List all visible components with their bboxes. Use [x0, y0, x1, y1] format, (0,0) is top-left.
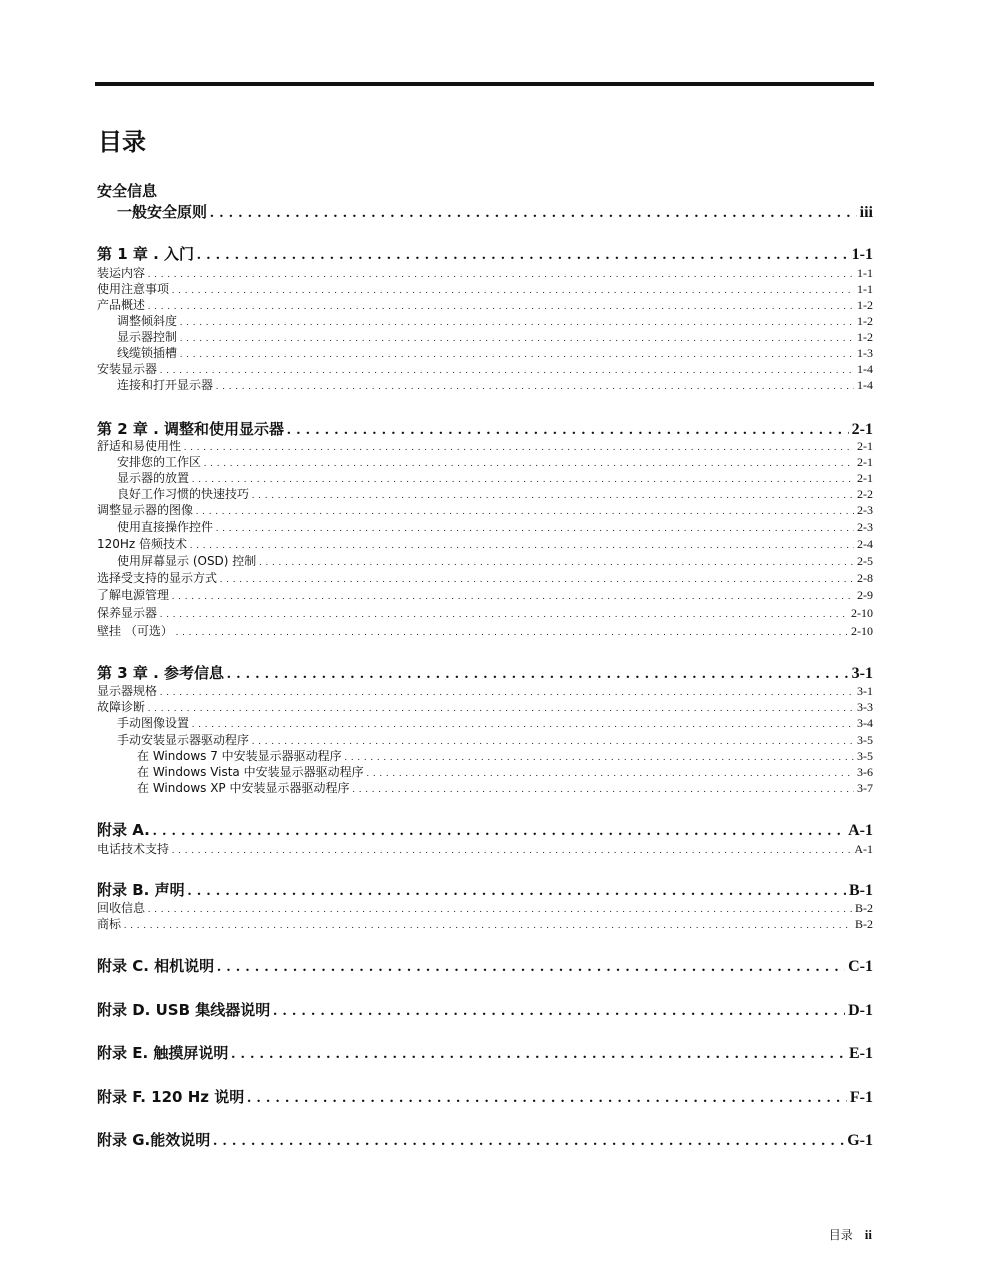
toc-entry-page: 3-4	[857, 716, 873, 730]
toc-entry-label: 安排您的工作区	[117, 455, 202, 469]
toc-entry-label: 故障诊断	[97, 700, 146, 714]
toc-entry-label: 使用屏幕显示 (OSD) 控制	[117, 554, 257, 568]
toc-chapter-label: 附录 B. 声明	[97, 881, 185, 899]
toc-entry[interactable]	[97, 604, 873, 621]
toc-chapter-label: 附录 F. 120 Hz 说明	[97, 1088, 245, 1106]
toc-entry-page: 2-9	[857, 588, 873, 602]
toc-chapter-label: 第 3 章 . 参考信息	[97, 664, 225, 682]
toc-entry-label: 产品概述	[97, 298, 146, 312]
dot-leader	[160, 365, 854, 375]
dot-leader	[148, 301, 854, 311]
toc-chapter-2[interactable]	[97, 418, 873, 439]
toc-entry-page: 2-3	[857, 503, 873, 517]
toc-entry-label: 调整显示器的图像	[97, 503, 194, 517]
dot-leader	[252, 490, 854, 500]
toc-chapter-label: 第 2 章 . 调整和使用显示器	[97, 420, 285, 438]
dot-leader	[197, 247, 849, 264]
toc-entry-label: 在 Windows Vista 中安装显示器驱动程序	[137, 765, 364, 779]
toc-entry[interactable]	[97, 731, 873, 748]
dot-leader	[204, 458, 854, 468]
toc-entry[interactable]	[97, 763, 873, 780]
toc-entry-page: 3-7	[857, 781, 873, 795]
dot-leader	[259, 557, 854, 567]
dot-leader	[184, 442, 854, 452]
dot-leader	[148, 904, 852, 914]
toc-entry[interactable]	[97, 360, 873, 377]
toc-entry-page: 1-4	[857, 362, 873, 376]
toc-entry-page: B-2	[855, 917, 873, 931]
toc-entry[interactable]	[97, 586, 873, 603]
dot-leader	[188, 883, 846, 900]
toc-entry-page: 2-4	[857, 537, 873, 551]
toc-entry-page: 2-1	[857, 471, 873, 485]
toc-entry-label: 选择受支持的显示方式	[97, 571, 218, 585]
toc-section-heading-safety: 安全信息	[97, 182, 158, 200]
toc-entry-label: 了解电源管理	[97, 588, 170, 602]
toc-entry-page: 3-5	[857, 733, 873, 747]
toc-chapter-page: 1-1	[851, 246, 873, 263]
dot-leader	[172, 845, 851, 855]
toc-chapter-page: A-1	[848, 822, 873, 839]
toc-chapter-label: 附录 E. 触摸屏说明	[97, 1044, 229, 1062]
toc-chapter-label: 附录 A.	[97, 821, 150, 839]
toc-entry-page: 1-1	[857, 266, 873, 280]
toc-entry-page: 2-10	[851, 624, 873, 638]
dot-leader	[180, 349, 854, 359]
toc-entry-label: 舒适和易使用性	[97, 439, 182, 453]
toc-entry-page: B-2	[855, 901, 873, 915]
toc-chapter-label: 第 1 章 . 入门	[97, 245, 195, 263]
toc-entry[interactable]	[97, 714, 873, 731]
dot-leader	[192, 474, 854, 484]
toc-chapter-label: 附录 D. USB 集线器说明	[97, 1001, 271, 1019]
toc-entry[interactable]	[97, 747, 873, 764]
toc-entry-page: 3-3	[857, 700, 873, 714]
toc-entry-label: 手动图像设置	[117, 716, 190, 730]
dot-leader	[160, 687, 854, 697]
toc-chapter-page: F-1	[849, 1089, 873, 1106]
page-title: 目录	[98, 128, 146, 156]
toc-entry-page: 1-3	[857, 346, 873, 360]
toc-entry-label: 装运内容	[97, 266, 146, 280]
toc-entry-page: 2-5	[857, 554, 873, 568]
toc-entry[interactable]	[97, 453, 873, 470]
toc-entry-label: 良好工作习惯的快速技巧	[117, 487, 250, 501]
toc-entry-label: 保养显示器	[97, 606, 158, 620]
dot-leader	[227, 666, 849, 683]
toc-appendix-f[interactable]	[97, 1086, 873, 1107]
toc-entry[interactable]	[97, 698, 873, 715]
dot-leader	[176, 627, 848, 637]
toc-entry-page: 3-1	[857, 684, 873, 698]
toc-entry-label: 电话技术支持	[97, 842, 170, 856]
toc-entry[interactable]	[97, 264, 873, 281]
toc-entry-page: A-1	[854, 842, 873, 856]
toc-chapter-1[interactable]	[97, 243, 873, 264]
toc-entry-page: 1-2	[857, 314, 873, 328]
toc-entry-page: 1-2	[857, 330, 873, 344]
toc-entry-label: 在 Windows 7 中安装显示器驱动程序	[137, 749, 342, 763]
dot-leader	[216, 523, 854, 533]
footer-label: 目录	[828, 1228, 853, 1242]
dot-leader	[352, 784, 854, 794]
dot-leader	[124, 920, 852, 930]
toc-entry-page: 1-1	[857, 282, 873, 296]
toc-entry[interactable]	[97, 376, 873, 393]
toc-entry-label: 显示器的放置	[117, 471, 190, 485]
top-rule	[95, 82, 874, 86]
toc-entry-page: 1-4	[857, 378, 873, 392]
toc-entry[interactable]	[97, 535, 873, 552]
dot-leader	[273, 1003, 845, 1020]
dot-leader	[172, 591, 854, 601]
toc-chapter-page: C-1	[848, 958, 873, 975]
toc-chapter-page: B-1	[849, 882, 873, 899]
dot-leader	[192, 719, 854, 729]
toc-appendix-b[interactable]	[97, 879, 873, 900]
toc-entry-page: 2-8	[857, 571, 873, 585]
dot-leader	[231, 1046, 846, 1063]
toc-entry-page: iii	[859, 204, 873, 221]
toc-entry[interactable]	[97, 569, 873, 586]
toc-entry-label: 在 Windows XP 中安装显示器驱动程序	[137, 781, 350, 795]
dot-leader	[216, 381, 854, 391]
dot-leader	[172, 285, 854, 295]
toc-entry-label: 显示器规格	[97, 684, 158, 698]
dot-leader	[196, 506, 854, 516]
dot-leader	[180, 317, 854, 327]
toc-entry[interactable]	[97, 840, 873, 857]
toc-entry-page: 2-1	[857, 439, 873, 453]
toc-entry-label: 安装显示器	[97, 362, 158, 376]
dot-leader	[213, 1133, 844, 1150]
toc-entry-label: 使用直接操作控件	[117, 520, 214, 534]
toc-entry-label: 线缆锁插槽	[117, 346, 178, 360]
dot-leader	[148, 269, 854, 279]
dot-leader	[247, 1090, 847, 1107]
toc-appendix-g[interactable]	[97, 1129, 873, 1150]
dot-leader	[180, 333, 854, 343]
toc-entry-label: 一般安全原则	[117, 203, 208, 221]
toc-entry[interactable]	[97, 552, 873, 569]
toc-appendix-c[interactable]	[97, 955, 873, 976]
dot-leader	[217, 959, 845, 976]
toc-chapter-page: 3-1	[851, 665, 873, 682]
toc-entry[interactable]	[97, 469, 873, 486]
toc-entry-page: 2-10	[851, 606, 873, 620]
toc-entry-label: 壁挂 （可选）	[97, 624, 173, 638]
toc-chapter-page: D-1	[848, 1002, 873, 1019]
toc-entry-label: 显示器控制	[117, 330, 178, 344]
toc-entry-label: 调整倾斜度	[117, 314, 178, 328]
toc-entry-label: 手动安装显示器驱动程序	[117, 733, 250, 747]
footer-page-number: ii	[864, 1227, 872, 1242]
dot-leader	[367, 768, 854, 778]
toc-entry-label: 回收信息	[97, 901, 146, 915]
dot-leader	[220, 574, 854, 584]
toc-entry[interactable]	[97, 312, 873, 329]
toc-entry-page: 2-2	[857, 487, 873, 501]
toc-appendix-e[interactable]	[97, 1042, 873, 1063]
dot-leader	[345, 752, 854, 762]
toc-chapter-3[interactable]	[97, 662, 873, 683]
toc-appendix-d[interactable]	[97, 999, 873, 1020]
toc-chapter-label: 附录 C. 相机说明	[97, 957, 215, 975]
toc-entry[interactable]	[97, 518, 873, 535]
dot-leader	[148, 703, 854, 713]
toc-entry[interactable]	[97, 779, 873, 796]
toc-entry[interactable]	[97, 501, 873, 518]
toc-entry[interactable]	[97, 296, 873, 313]
toc-entry[interactable]	[97, 682, 873, 699]
toc-chapter-label: 附录 G.能效说明	[97, 1131, 211, 1149]
toc-entry-label: 商标	[97, 917, 122, 931]
toc-entry[interactable]	[97, 899, 873, 916]
toc-entry[interactable]	[97, 485, 873, 502]
dot-leader	[190, 540, 854, 550]
toc-entry[interactable]	[97, 328, 873, 345]
toc-entry-page: 2-1	[857, 455, 873, 469]
toc-entry-page: 3-6	[857, 765, 873, 779]
toc-entry-page: 1-2	[857, 298, 873, 312]
page-footer	[829, 1226, 872, 1243]
dot-leader	[252, 736, 854, 746]
toc-entry[interactable]	[97, 915, 873, 932]
toc-chapter-page: G-1	[847, 1132, 873, 1149]
toc-entry-page: 2-3	[857, 520, 873, 534]
toc-appendix-a[interactable]	[97, 819, 873, 840]
toc-entry-label: 连接和打开显示器	[117, 378, 214, 392]
toc-entry[interactable]	[97, 437, 873, 454]
toc-entry[interactable]	[97, 622, 873, 639]
toc-chapter-page: E-1	[849, 1045, 873, 1062]
toc-entry-general-safety[interactable]	[97, 201, 873, 222]
toc-entry[interactable]	[97, 344, 873, 361]
dot-leader	[160, 609, 848, 619]
dot-leader	[153, 823, 845, 840]
toc-entry-label: 120Hz 倍频技术	[97, 537, 188, 551]
toc-chapter-page: 2-1	[851, 421, 873, 438]
dot-leader	[210, 205, 857, 222]
toc-entry-page: 3-5	[857, 749, 873, 763]
toc-entry[interactable]	[97, 280, 873, 297]
toc-entry-label: 使用注意事项	[97, 282, 170, 296]
